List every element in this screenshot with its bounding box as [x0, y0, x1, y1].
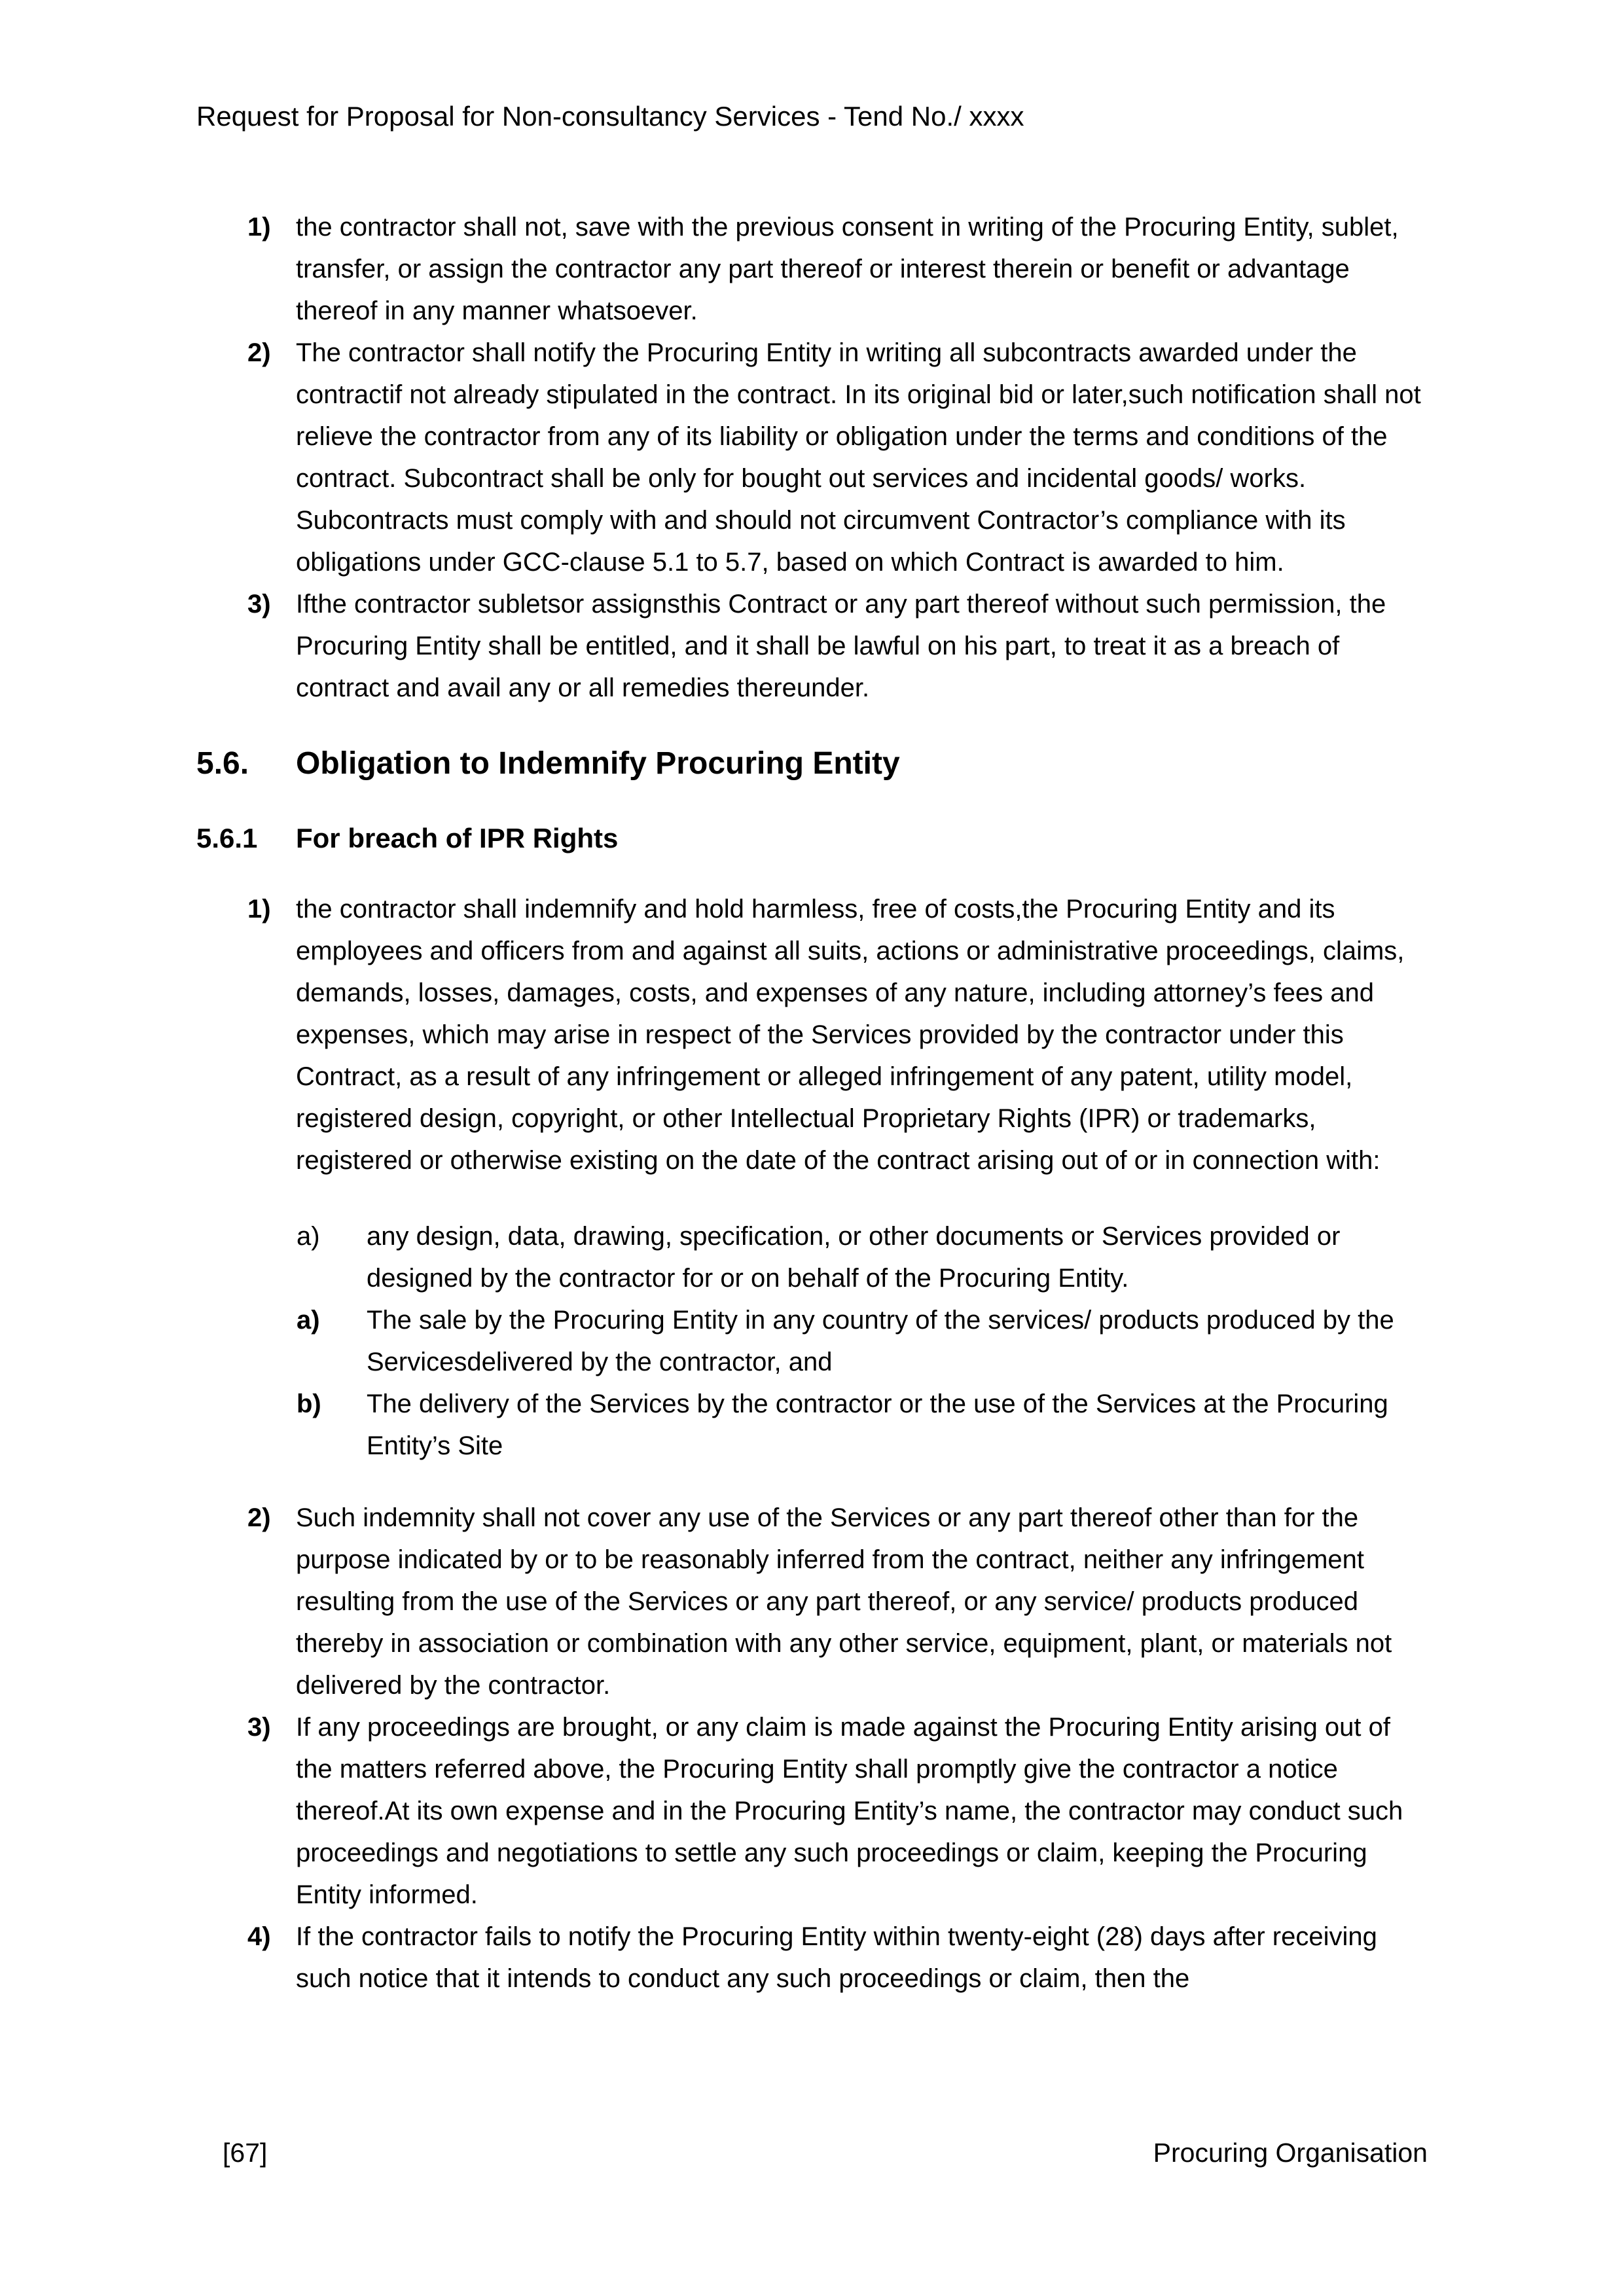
subsection-title: For breach of IPR Rights [296, 823, 619, 853]
list-item [247, 1916, 1428, 2000]
subsection-heading [196, 817, 1428, 859]
section-title: Obligation to Indemnify Procuring Entity [296, 746, 900, 781]
list-item [247, 1497, 1428, 1706]
list-item-marker: 3) [247, 1713, 271, 1742]
sublist-item [297, 1299, 1428, 1383]
subsection-number: 5.6.1 [196, 823, 258, 853]
list-item-marker: 1) [247, 213, 271, 242]
page-header: Request for Proposal for Non-consultancy Services - Tend No./ xxxx [196, 101, 1024, 132]
sublist-item-text: The sale by the Procuring Entity in any country of the services/ products produced by the Servicesdelivered by the contractor, and [367, 1306, 1394, 1376]
list-item-text: Such indemnity shall not cover any use of the Services or any part thereof other than for the purpose indicated by or to be reasonably inferred from the contract, neither any infringement resulting from the use of the Services or any part thereof, or any service/ products produced thereby in association or combination with any other service, equipment, plant, or materials not delivered by the contractor. [296, 1503, 1392, 1700]
list-item-text: The contractor shall notify the Procuring Entity in writing all subcontracts awarded under the contractif not already stipulated in the contract. In its original bid or later,such notification shall not relieve the contractor from any of its liability or obligation under the terms and conditions of the contract. Subcontract shall be only for bought out services and incidental goods/ works. Subcontracts must comply with and should not circumvent Contractor’s compliance with its obligations under GCC-clause 5.1 to 5.7, based on which Contract is awarded to him. [296, 338, 1421, 577]
footer-organisation: Procuring Organisation [1153, 2138, 1428, 2168]
list-item [247, 888, 1428, 1181]
sublist-item-marker: a) [297, 1222, 320, 1251]
list-item [247, 332, 1428, 583]
document-body [196, 206, 1428, 2000]
list-item-text: the contractor shall not, save with the previous consent in writing of the Procuring Entity, sublet, transfer, or assign the contractor any part thereof or interest therein or benefit or advantage thereof in any manner whatsoever. [296, 213, 1399, 325]
list-item-text: If any proceedings are brought, or any claim is made against the Procuring Entity arising out of the matters referred above, the Procuring Entity shall promptly give the contractor a notice thereof.At its own expense and in the Procuring Entity’s name, the contractor may conduct such proceedings and negotiations to settle any such proceedings or claim, keeping the Procuring Entity informed. [296, 1713, 1403, 1909]
list-item [247, 1706, 1428, 1916]
list-item-text: Ifthe contractor subletsor assignsthis Contract or any part thereof without such permission, the Procuring Entity shall be entitled, and it shall be lawful on his part, to treat it as a breach of contract and avail any or all remedies thereunder. [296, 590, 1386, 702]
list-item-marker: 1) [247, 895, 271, 924]
section-number: 5.6. [196, 746, 249, 781]
sublist-item-text: any design, data, drawing, specification, or other documents or Services provided or designed by the contractor for or on behalf of the Procuring Entity. [367, 1222, 1341, 1293]
list-item-text: If the contractor fails to notify the Procuring Entity within twenty-eight (28) days after receiving such notice that it intends to conduct any such proceedings or claim, then the [296, 1922, 1377, 1993]
section-heading [196, 743, 1428, 785]
list-item [247, 583, 1428, 709]
sublist-item-text: The delivery of the Services by the contractor or the use of the Services at the Procuring Entity’s Site [367, 1390, 1388, 1460]
list-item-marker: 4) [247, 1922, 271, 1951]
page-footer [196, 2135, 1428, 2170]
sublist-item-marker: a) [297, 1306, 320, 1335]
lettered-sublist [196, 1215, 1428, 1467]
page-number: [67] [223, 2138, 268, 2168]
list-item-text: the contractor shall indemnify and hold harmless, free of costs,the Procuring Entity and its employees and officers from and against all suits, actions or administrative proceedings, claims, demands, losses, damages, costs, and expenses of any nature, including attorney’s fees and expenses, which may arise in respect of the Services provided by the contractor under this Contract, as a result of any infringement or alleged infringement of any patent, utility model, registered design, copyright, or other Intellectual Proprietary Rights (IPR) or trademarks, registered or otherwise existing on the date of the contract arising out of or in connection with: [296, 895, 1405, 1175]
sublist-item [297, 1215, 1428, 1299]
list-item-marker: 3) [247, 590, 271, 619]
list-item-marker: 2) [247, 338, 271, 367]
sublist-item [297, 1383, 1428, 1467]
list-item-marker: 2) [247, 1503, 271, 1532]
sublist-item-marker: b) [297, 1390, 321, 1418]
list-item [247, 206, 1428, 332]
